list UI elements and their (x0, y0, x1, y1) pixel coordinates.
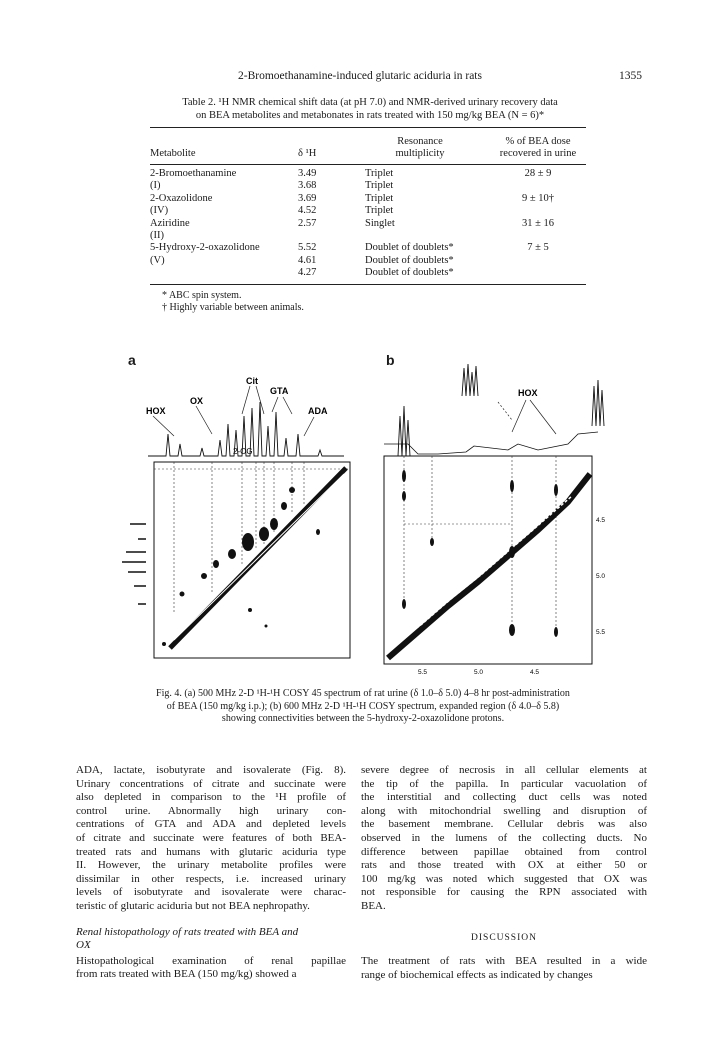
figure-caption-line1: Fig. 4. (a) 500 MHz 2-D ¹H-¹H COSY 45 spectrum of rat urine (δ 1.0–δ 5.0) 4–8 hr post-administration (156, 688, 570, 699)
panel-a-letter: a (128, 352, 136, 368)
table-caption-line2: on BEA metabolites and metabonates in rats treated with 150 mg/kg BEA (N = 6)* (195, 110, 545, 121)
col-header-resonance-line2: multiplicity (395, 148, 445, 159)
shift-cell: 3.69 (298, 192, 317, 204)
table-row (150, 267, 590, 279)
table-footnotes (162, 290, 304, 314)
table-row (150, 218, 590, 230)
metabolite-cell: 2-Bromoethanamine (150, 168, 237, 179)
panel-b-xtick-45: 4.5 (530, 669, 540, 676)
figure-caption-line2: of BEA (150 mg/kg i.p.); (b) 600 MHz 2-D ¹H-¹H COSY spectrum, expanded region (δ 4.0–δ 5.8) (166, 700, 560, 712)
body-line: II. However, the urinary metabolite profiles were (76, 859, 346, 872)
recovery-cell: 7 ± 5 (527, 242, 549, 254)
page-number: 1355 (619, 70, 642, 82)
multiplicity-cell: Doublet of doublets* (365, 242, 454, 254)
body-line: Histopathological examination of renal papillae (76, 954, 346, 967)
section-heading-line2: OX (76, 939, 91, 952)
col-header-metabolite: Metabolite (150, 148, 196, 159)
figure-caption (118, 688, 608, 726)
body-line: rats and those treated with OX at either 50 or (361, 859, 647, 872)
shift-cell: 5.52 (298, 242, 317, 254)
panel-b-ytick-50: 5.0 (596, 573, 606, 580)
metabolite-cell: (IV) (150, 205, 169, 217)
body-line: difference between papillae obtained from control (361, 845, 647, 858)
table-row (150, 230, 590, 242)
body-line: range of biochemical effects as indicated by changes (361, 968, 593, 981)
label-ada: ADA (308, 406, 328, 416)
multiplicity-cell: Triplet (365, 180, 394, 192)
col-header-resonance (365, 136, 475, 160)
multiplicity-cell: Singlet (365, 217, 395, 229)
metabolite-cell: (V) (150, 254, 165, 266)
metabolite-cell: Aziridine (150, 217, 190, 229)
table-header-rule (150, 164, 586, 165)
table-body (150, 168, 590, 280)
multiplicity-cell: Triplet (365, 168, 394, 179)
body-line: treated rats and humans with glutaric aciduria type (76, 845, 346, 858)
body-line: observed in the lumens of the collecting ducts. No (361, 831, 647, 844)
recovery-cell: 28 ± 9 (524, 168, 552, 179)
body-line: centrations of GTA and ADA and depleted levels (76, 818, 346, 831)
body-line: control urine. Abnormally high urinary con- (76, 804, 346, 817)
body-line: along with mitochondrial swelling and disruption of (361, 804, 647, 817)
table-row (150, 180, 590, 192)
col-header-dose-line2: recovered in urine (499, 148, 577, 159)
recovery-cell: 9 ± 10† (521, 192, 554, 204)
body-line: teristic of glutaric aciduria but not BEA nephropathy. (76, 899, 310, 912)
body-line: levels of isobutyrate and isovalerate were charac- (76, 886, 346, 899)
table-top-rule (150, 127, 586, 128)
recovery-cell: 31 ± 16 (521, 217, 554, 229)
table-row (150, 255, 590, 267)
section-heading-renal-histopathology (76, 926, 346, 953)
body-line: also depleted in comparison to the ¹H profile of (76, 791, 346, 804)
body-line: 100 mg/kg was noted which suggested that OX was (361, 872, 647, 885)
discussion-heading: DISCUSSION (471, 932, 537, 943)
body-line: the tip of the papilla. In particular vacuolation of (361, 777, 647, 790)
table-caption (150, 96, 590, 122)
metabolite-cell: (II) (150, 229, 164, 241)
body-line: from rats treated with BEA (150 mg/kg) showed a (76, 968, 297, 981)
table-row (150, 205, 590, 217)
shift-cell: 4.27 (298, 267, 317, 279)
figure-caption-line3: showing connectivities between the 5-hydroxy-2-oxazolidone protons. (221, 713, 505, 724)
body-line: The treatment of rats with BEA resulted in a wide (361, 955, 647, 968)
body-line: severe degree of necrosis in all cellular elements at (361, 764, 647, 776)
shift-cell: 2.57 (298, 217, 317, 229)
shift-cell: 3.68 (298, 180, 317, 192)
label-gta: GTA (270, 386, 289, 396)
body-line: the interstitial and collecting duct cells was noted (361, 791, 647, 804)
panel-b-ytick-45: 4.5 (596, 517, 606, 524)
panel-b-letter: b (386, 352, 395, 368)
body-line: not responsible for causing the RPN associated with (361, 886, 647, 899)
col-header-shift: δ ¹H (298, 148, 317, 159)
metabolite-cell: 5-Hydroxy-2-oxazolidone (150, 242, 260, 254)
metabolite-cell: (I) (150, 180, 161, 192)
panel-b-ytick-55: 5.5 (596, 629, 606, 636)
label-2og: 2-OG (233, 447, 253, 456)
table-caption-line1: Table 2. ¹H NMR chemical shift data (at pH 7.0) and NMR-derived urinary recovery data (182, 97, 558, 108)
col-header-dose-line1: % of BEA dose (505, 136, 571, 147)
col-header-resonance-line1: Resonance (397, 136, 443, 147)
panel-b-cosy-spectrum (378, 346, 620, 678)
panel-b-xtick-55: 5.5 (418, 669, 428, 676)
section-heading-line1: Renal histopathology of rats treated with BEA and (76, 925, 299, 938)
label-ox: OX (190, 396, 204, 406)
shift-cell: 3.49 (298, 168, 317, 179)
multiplicity-cell: Doublet of doublets* (365, 254, 454, 266)
panel-b-label-hox: HOX (518, 388, 538, 398)
body-line: ADA, lactate, isobutyrate and isovalerate (Fig. 8). (76, 764, 346, 776)
body-line: the basement membrane. Cellular debris was also (361, 818, 647, 831)
label-cit: Cit (246, 376, 258, 386)
multiplicity-cell: Doublet of doublets* (365, 267, 454, 279)
table-row (150, 242, 590, 254)
body-line: BEA. (361, 899, 386, 912)
multiplicity-cell: Triplet (365, 192, 394, 204)
shift-cell: 4.61 (298, 254, 317, 266)
table-row (150, 168, 590, 180)
table-bottom-rule (150, 284, 586, 285)
col-header-dose (484, 136, 592, 160)
body-left-column (76, 764, 346, 982)
running-title: 2-Bromoethanamine-induced glutaric aciduria in rats (238, 70, 482, 82)
footnote-variable: † Highly variable between animals. (162, 302, 304, 313)
label-hox: HOX (146, 406, 166, 416)
footnote-abc: * ABC spin system. (162, 290, 242, 301)
body-line: Urinary concentrations of citrate and succinate were (76, 777, 346, 790)
body-right-column (361, 764, 647, 982)
multiplicity-cell: Triplet (365, 205, 394, 217)
metabolite-cell: 2-Oxazolidone (150, 192, 213, 204)
shift-cell: 4.52 (298, 205, 317, 217)
panel-a-cosy-spectrum (108, 364, 360, 670)
table-row (150, 193, 590, 205)
body-line: dissimilar in other respects, i.e. increased urinary (76, 872, 346, 885)
panel-b-xtick-50: 5.0 (474, 669, 484, 676)
body-line: of citrate and succinate were features of both BEA- (76, 831, 346, 844)
